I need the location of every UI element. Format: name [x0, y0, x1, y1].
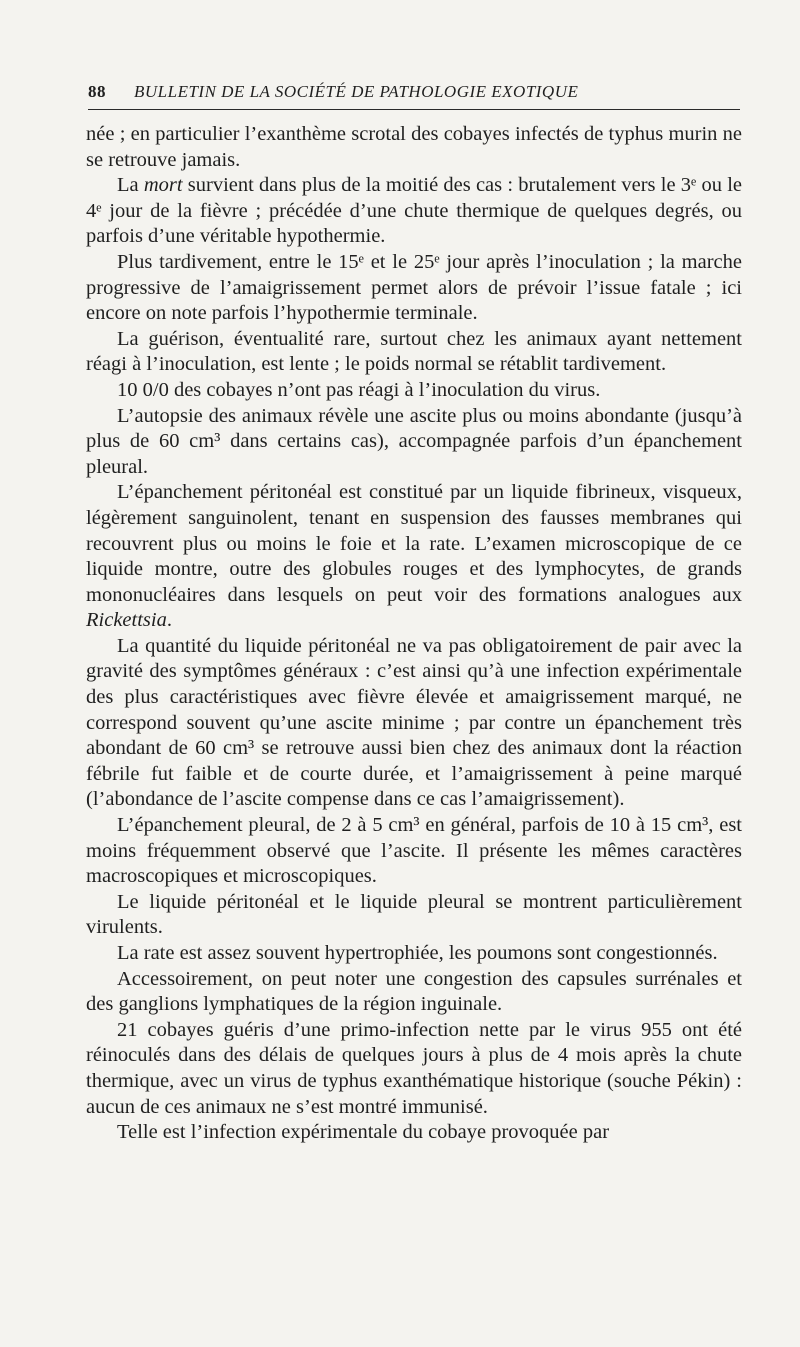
paragraph-9: L’épanchement pleural, de 2 à 5 cm³ en général, parfois de 10 à 15 cm³, est moins fréquemment observé que l’ascite. Il présente les mêmes caractères macroscopiques et microscopiques. [86, 814, 742, 888]
paragraph-10: Le liquide péritonéal et le liquide pleural se montrent particulièrement virulents. [86, 890, 742, 939]
page-number: 88 [88, 82, 106, 101]
paragraph-11: La rate est assez souvent hypertrophiée, les poumons sont congestionnés. [117, 942, 718, 964]
paragraph-14: Telle est l’infection expérimentale du cobaye provoquée par [117, 1121, 610, 1144]
journal-title: BULLETIN DE LA SOCIÉTÉ DE PATHOLOGIE EXOTIQUE [134, 82, 579, 101]
emphasis-rickettsia: Rickettsia [86, 609, 167, 632]
paragraph-3: Plus tardivement, entre le 15ᵉ et le 25ᵉ jour après l’inoculation ; la marche progressive de l’amaigrissement permet alors de prévoir l’issue fatale ; ici encore on note parfois l’hypothermie terminale. [86, 250, 742, 325]
paragraph-8: La quantité du liquide péritonéal ne va pas obligatoirement de pair avec la gravité des symptômes généraux : c’est ainsi qu’à une infection expérimentale des plus caractéristiques avec fièvre élevée et amaigrissement marqué, ne correspond souvent qu’une ascite minime ; par contre un épanchement très abondant de 60 cm³ se retrouve aussi bien chez des animaux dont la réaction fébrile fut faible et de courte durée, et l’amaigrissement à peine marqué (l’abondance de l’ascite compense dans ce cas l’amaigrissement). [86, 634, 742, 811]
paragraph-12: Accessoirement, on peut noter une congestion des capsules surrénales et des ganglions lymphatiques de la région inguinale. [86, 967, 742, 1016]
paragraph-13: 21 cobayes guéris d’une primo-infection nette par le virus 955 ont été réinoculés dans des délais de quelques jours à plus de 4 mois après la chute thermique, avec un virus de typhus exanthématique historique (souche Pékin) : aucun de ces animaux ne s’est montré immunisé. [86, 1018, 742, 1118]
paragraph-1: née ; en particulier l’exanthème scrotal des cobayes infectés de typhus murin ne se retrouve jamais. [86, 123, 742, 171]
paragraph-5: 10 0/0 des cobayes n’ont pas réagi à l’inoculation du virus. [117, 378, 601, 401]
paragraph-2: La mort survient dans plus de la moitié des cas : brutalement vers le 3ᵉ ou le 4ᵉ jour de la fièvre ; précédée d’une chute thermique de quelques degrés, ou parfois d’une véritable hypothermie. [86, 174, 742, 248]
emphasis-mort: mort [143, 174, 183, 197]
paragraph-4: La guérison, éventualité rare, surtout chez les animaux ayant nettement réagi à l’inoculation, est lente ; le poids normal se rétablit tardivement. [86, 327, 742, 376]
body-text [86, 122, 742, 1146]
paragraph-6: L’autopsie des animaux révèle une ascite plus ou moins abondante (jusqu’à plus de 60 cm³ dans certains cas), accompagnée parfois d’un épanchement pleural. [86, 404, 742, 478]
paragraph-7: L’épanchement péritonéal est constitué par un liquide fibrineux, visqueux, légèrement sanguinolent, tenant en suspension des fausses membranes qui recouvrent plus ou moins le foie et la rate. L’examen microscopique de ce liquide montre, outre des globules rouges et des lymphocytes, de grands mononucléaires dans lesquels on peut voir des formations analogues aux Rickettsia. [86, 481, 742, 632]
running-header [88, 82, 740, 110]
